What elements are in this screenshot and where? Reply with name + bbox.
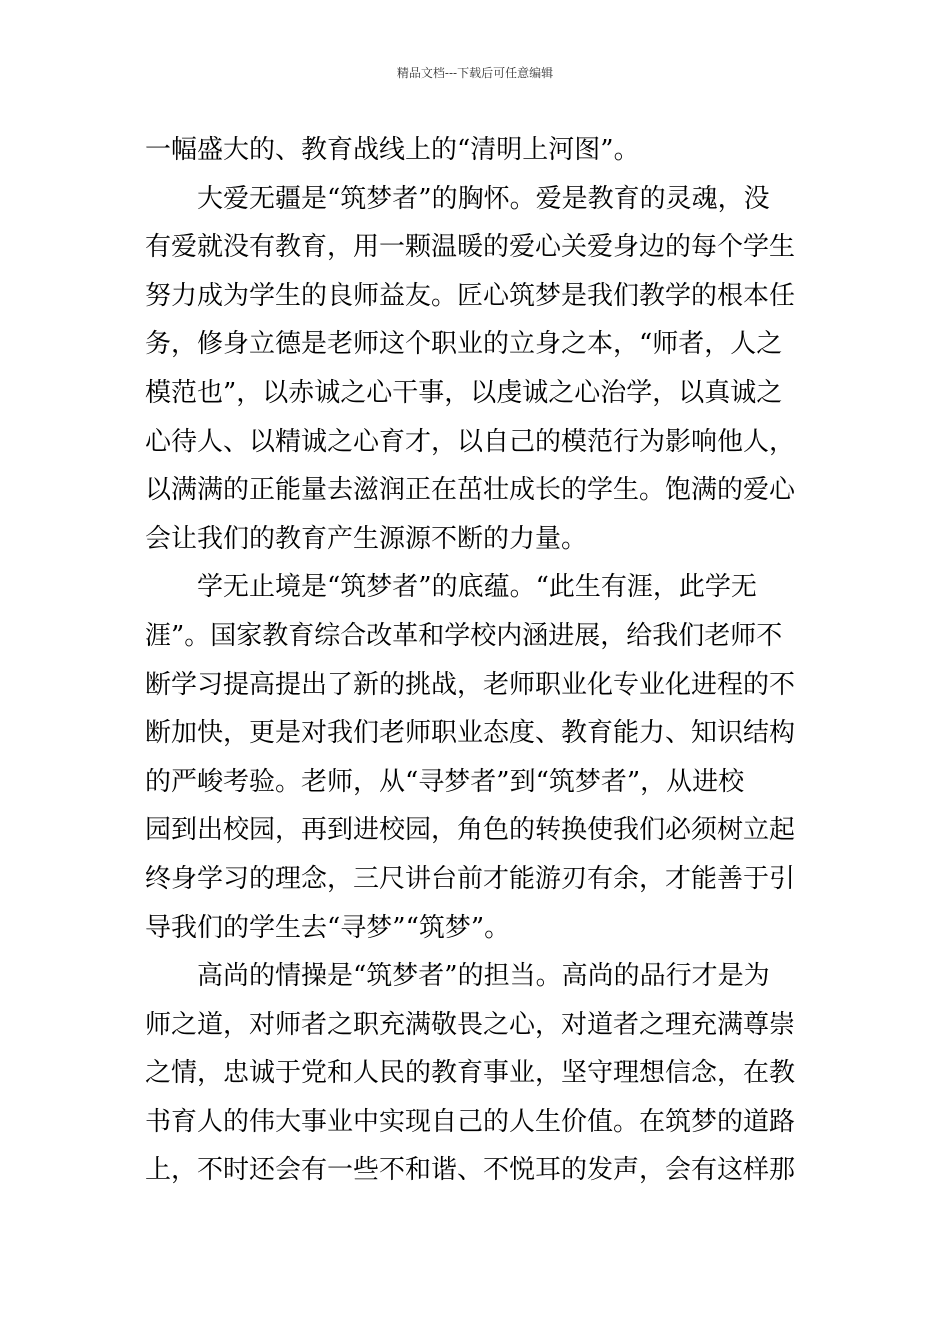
paragraph-start-line: 高尚的情操是“筑梦者”的担当。高尚的品行才是为 (197, 961, 770, 992)
text-line: 模范也”，以赤诚之心干事，以虔诚之心治学，以真诚之 (145, 377, 783, 408)
text-line: 师之道，对师者之职充满敬畏之心，对道者之理充满尊崇 (145, 1009, 796, 1040)
text-line: 心待人、以精诚之心育才，以自己的模范行为影响他人， (145, 426, 796, 457)
text-line: 终身学习的理念，三尺讲台前才能游刃有余，才能善于引 (145, 863, 796, 894)
text-line: 努力成为学生的良师益友。匠心筑梦是我们教学的根本任 (145, 280, 796, 311)
text-line: 务，修身立德是老师这个职业的立身之本，“师者，人之 (145, 329, 783, 360)
text-line: 断加快，更是对我们老师职业态度、教育能力、知识结构 (145, 718, 796, 749)
paragraph-start-line: 学无止境是“筑梦者”的底蕴。“此生有涯，此学无 (197, 572, 757, 603)
text-line: 一幅盛大的、教育战线上的“清明上河图”。 (145, 135, 640, 165)
text-line: 上，不时还会有一些不和谐、不悦耳的发声，会有这样那 (145, 1155, 796, 1186)
text-line: 断学习提高提出了新的挑战，老师职业化专业化进程的不 (145, 669, 796, 700)
text-line: 之情，忠诚于党和人民的教育事业，坚守理想信念，在教 (145, 1058, 796, 1089)
text-line: 会让我们的教育产生源源不断的力量。 (145, 523, 588, 554)
body-text (145, 126, 810, 1195)
text-line: 以满满的正能量去滋润正在茁壮成长的学生。饱满的爱心 (145, 475, 796, 506)
text-line: 有爱就没有教育，用一颗温暖的爱心关爱身边的每个学生 (145, 232, 796, 263)
page-header: 精品文档---下载后可任意编辑 (396, 66, 554, 80)
text-line: 的严峻考验。老师，从“寻梦者”到“筑梦者”，从进校 (145, 766, 745, 797)
text-line: 书育人的伟大事业中实现自己的人生价值。在筑梦的道路 (145, 1106, 796, 1137)
text-line: 园到出校园，再到进校园，角色的转换使我们必须树立起 (145, 815, 796, 846)
text-line: 导我们的学生去“寻梦”“筑梦”。 (145, 912, 511, 943)
paragraph-start-line: 大爱无疆是“筑梦者”的胸怀。爱是教育的灵魂，没 (197, 183, 770, 214)
text-line: 涯”。国家教育综合改革和学校内涵进展，给我们老师不 (145, 620, 783, 651)
